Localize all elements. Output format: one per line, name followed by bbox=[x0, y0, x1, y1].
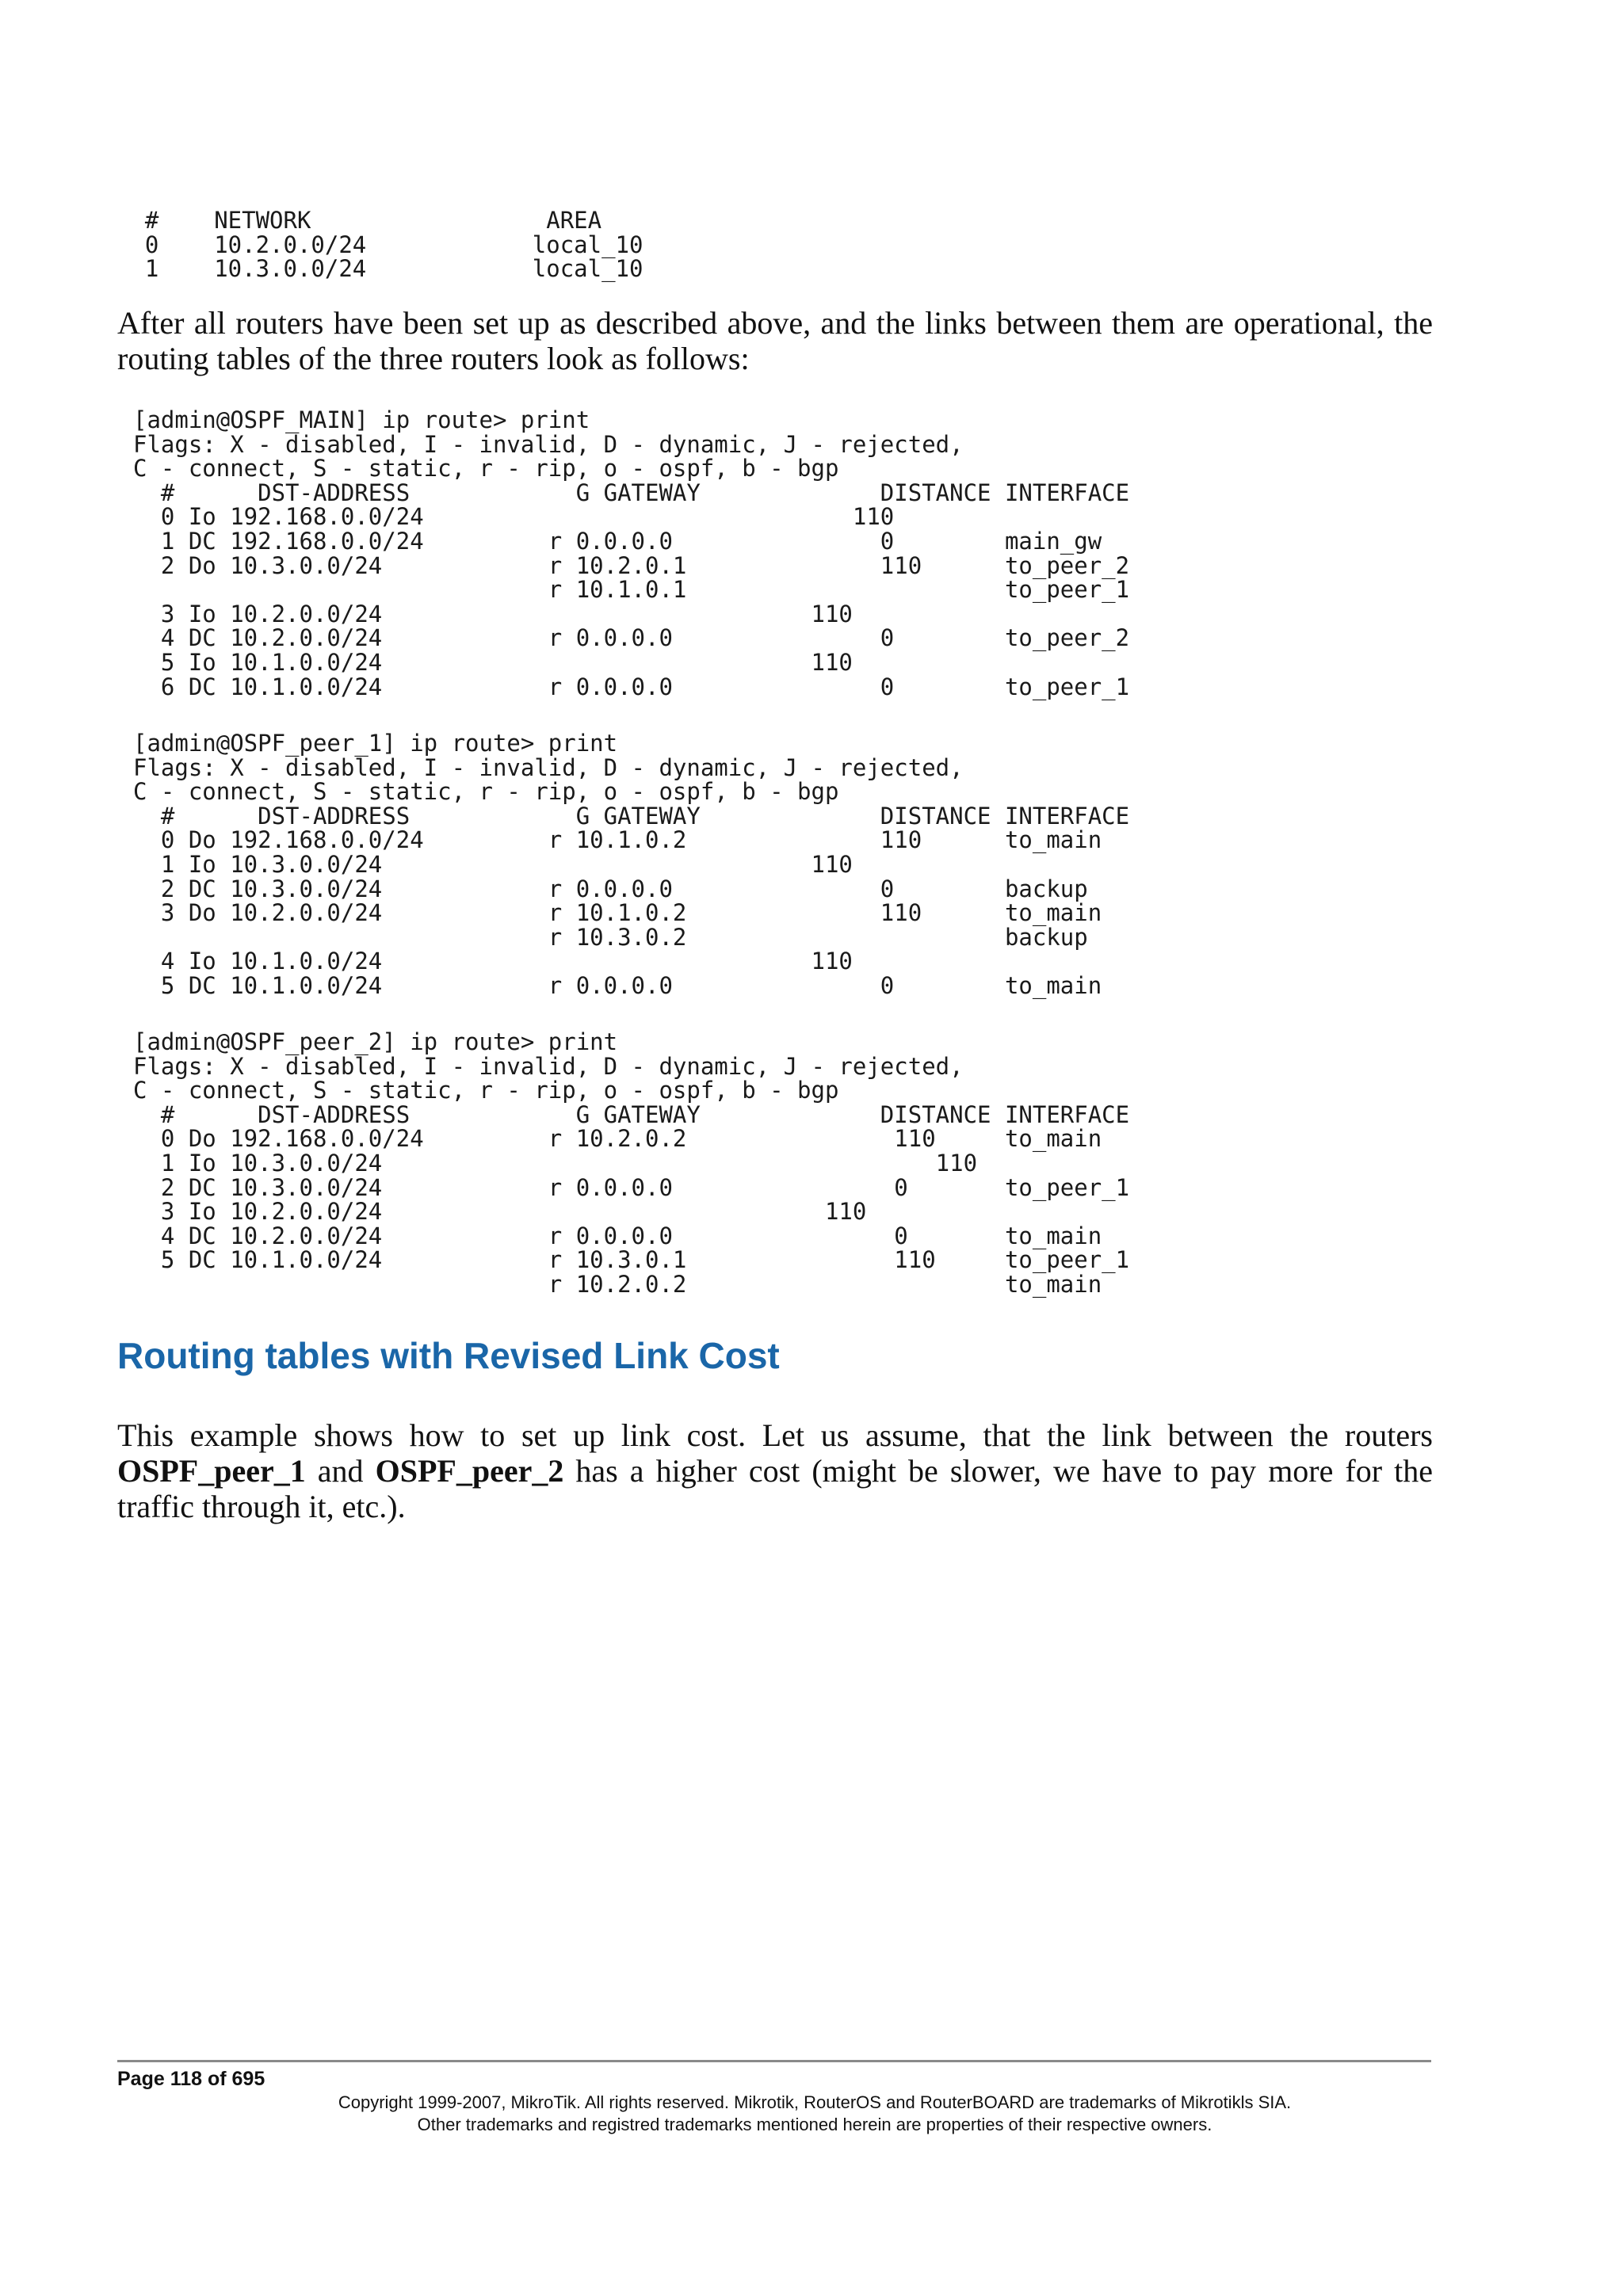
route-listing-ospf-peer-2: [admin@OSPF_peer_2] ip route> print Flags: X - disabled, I - invalid, D - dynamic, J - rejected, C - connect, S - static, r - rip, o - ospf, b - bgp # DST-ADDRESS G GATEWAY DISTANCE INTERFACE 0 Do 192.168.0.0/24 r 10.2.0.2 110 to_main 1 Io 10.3.0.0/24 110 2 DC 10.3.0.0/24 r 0.0.0.0 0 to_peer_1 3 Io 10.2.0.0/24 110 4 DC 10.2.0.0/24 r 0.0.0.0 0 to_main 5 DC 10.1.0.0/24 r 10.3.0.1 110 to_peer_1 r 10.2.0.2 to_main bbox=[133, 1028, 1130, 1298]
section-heading: Routing tables with Revised Link Cost bbox=[117, 1335, 780, 1376]
page-number: Page 118 of 695 bbox=[117, 2068, 265, 2090]
section-body-text-1: This example shows how to set up link cost. Let us assume, that the link between the routers bbox=[117, 1417, 1433, 1453]
router-name-peer-2: OSPF_peer_2 bbox=[375, 1453, 564, 1489]
section-body-text-2: and bbox=[305, 1453, 376, 1489]
section-body-paragraph bbox=[117, 1417, 1433, 1524]
ospf-network-table: # NETWORK AREA 0 10.2.0.0/24 local_10 1 10.3.0.0/24 local_10 bbox=[144, 207, 643, 283]
section-body-text-3: has a higher cost (might be slower, we have to pay more for the traffic through it, etc.). bbox=[117, 1453, 1433, 1524]
intro-paragraph: After all routers have been set up as described above, and the links between them are operational, the routing tables of the three routers look as follows: bbox=[117, 305, 1433, 376]
router-name-peer-1: OSPF_peer_1 bbox=[117, 1453, 306, 1489]
route-listing-ospf-main: [admin@OSPF_MAIN] ip route> print Flags: X - disabled, I - invalid, D - dynamic, J - rejected, C - connect, S - static, r - rip, o - ospf, b - bgp # DST-ADDRESS G GATEWAY DISTANCE INTERFACE 0 Io 192.168.0.0/24 110 1 DC 192.168.0.0/24 r 0.0.0.0 0 main_gw 2 Do 10.3.0.0/24 r 10.2.0.1 110 to_peer_2 r 10.1.0.1 to_peer_1 3 Io 10.2.0.0/24 110 4 DC 10.2.0.0/24 r 0.0.0.0 0 to_peer_2 5 Io 10.1.0.0/24 110 6 DC 10.1.0.0/24 r 0.0.0.0 0 to_peer_1 bbox=[133, 406, 1130, 700]
copyright-line-2: Other trademarks and registred trademarks mentioned herein are properties of their respective owners. bbox=[417, 2115, 1212, 2134]
footer-divider bbox=[117, 2060, 1431, 2062]
route-listing-ospf-peer-1: [admin@OSPF_peer_1] ip route> print Flags: X - disabled, I - invalid, D - dynamic, J - rejected, C - connect, S - static, r - rip, o - ospf, b - bgp # DST-ADDRESS G GATEWAY DISTANCE INTERFACE 0 Do 192.168.0.0/24 r 10.1.0.2 110 to_main 1 Io 10.3.0.0/24 110 2 DC 10.3.0.0/24 r 0.0.0.0 0 backup 3 Do 10.2.0.0/24 r 10.1.0.2 110 to_main r 10.3.0.2 backup 4 Io 10.1.0.0/24 110 5 DC 10.1.0.0/24 r 0.0.0.0 0 to_main bbox=[133, 730, 1130, 999]
copyright-line-1: Copyright 1999-2007, MikroTik. All rights reserved. Mikrotik, RouterOS and RouterBOARD are trademarks of Mikrotikls SIA. bbox=[338, 2092, 1292, 2112]
